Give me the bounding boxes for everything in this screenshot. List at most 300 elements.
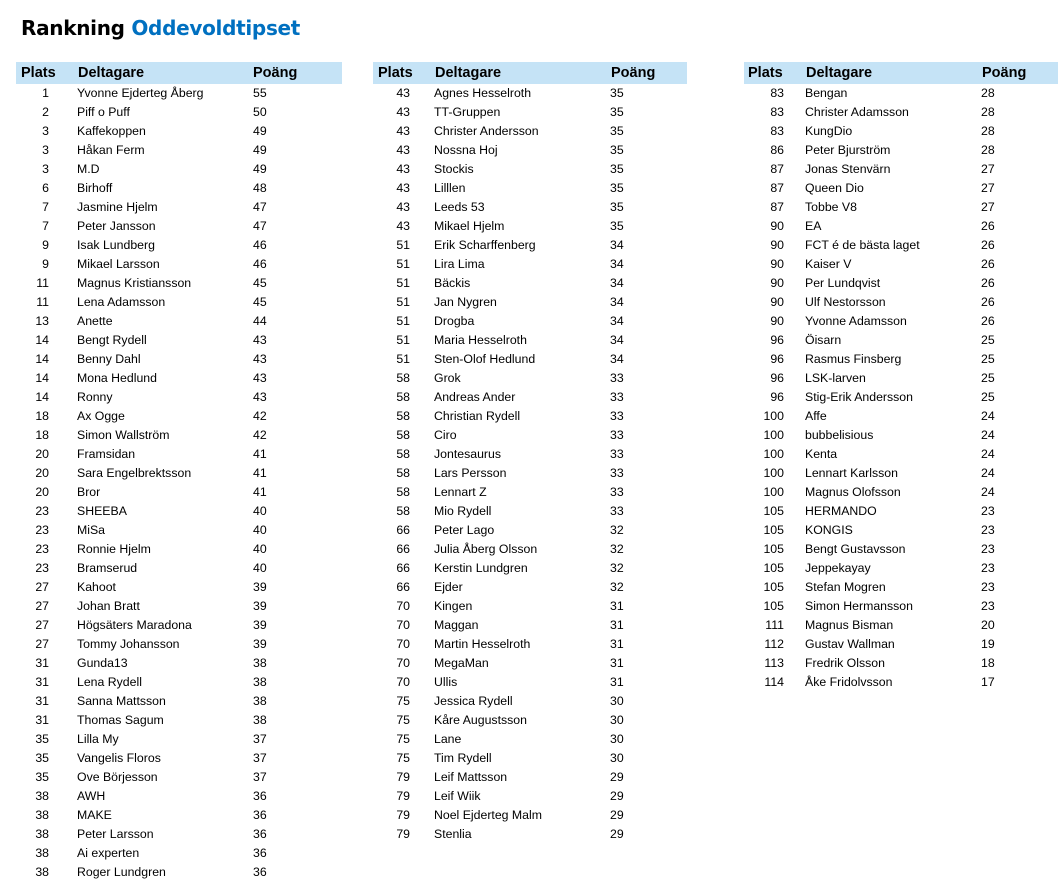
ranking-table-1 xyxy=(16,62,342,882)
cell-deltagare: Lennart Z xyxy=(434,485,487,499)
cell-deltagare: Vangelis Floros xyxy=(77,751,161,765)
cell-deltagare: Jeppekayay xyxy=(805,561,871,575)
cell-deltagare: Ulf Nestorsson xyxy=(805,295,886,309)
cell-deltagare: Kåre Augustsson xyxy=(434,713,527,727)
table-row xyxy=(373,749,687,768)
cell-poang: 30 xyxy=(610,694,624,708)
cell-plats: 43 xyxy=(396,200,410,214)
table-row xyxy=(16,521,342,540)
cell-plats: 100 xyxy=(763,466,784,480)
cell-deltagare: Gustav Wallman xyxy=(805,637,895,651)
cell-poang: 40 xyxy=(253,561,267,575)
cell-deltagare: AWH xyxy=(77,789,106,803)
table-row xyxy=(373,806,687,825)
cell-poang: 25 xyxy=(981,352,995,366)
cell-deltagare: Ejder xyxy=(434,580,463,594)
cell-poang: 23 xyxy=(981,542,995,556)
cell-deltagare: Peter Bjurström xyxy=(805,143,891,157)
cell-poang: 29 xyxy=(610,789,624,803)
cell-plats: 105 xyxy=(763,580,784,594)
table-row xyxy=(16,426,342,445)
cell-poang: 36 xyxy=(253,789,267,803)
cell-deltagare: Leif Wiik xyxy=(434,789,481,803)
table-row xyxy=(744,255,1058,274)
cell-plats: 83 xyxy=(770,86,784,100)
table-row xyxy=(744,540,1058,559)
cell-poang: 24 xyxy=(981,409,995,423)
cell-deltagare: MAKE xyxy=(77,808,112,822)
cell-plats: 23 xyxy=(35,561,49,575)
table-row xyxy=(16,331,342,350)
table-row xyxy=(373,179,687,198)
cell-plats: 96 xyxy=(770,333,784,347)
cell-poang: 39 xyxy=(253,637,267,651)
cell-deltagare: Peter Lago xyxy=(434,523,495,537)
cell-deltagare: Johan Bratt xyxy=(77,599,140,613)
table-row xyxy=(373,369,687,388)
table-row xyxy=(744,217,1058,236)
cell-deltagare: SHEEBA xyxy=(77,504,127,518)
cell-deltagare: Högsäters Maradona xyxy=(77,618,192,632)
cell-plats: 105 xyxy=(763,542,784,556)
cell-plats: 100 xyxy=(763,447,784,461)
cell-deltagare: Leeds 53 xyxy=(434,200,485,214)
cell-deltagare: Kerstin Lundgren xyxy=(434,561,528,575)
table-row xyxy=(373,255,687,274)
cell-poang: 35 xyxy=(610,86,624,100)
cell-plats: 90 xyxy=(770,276,784,290)
cell-plats: 70 xyxy=(396,599,410,613)
table-row xyxy=(16,255,342,274)
cell-plats: 3 xyxy=(42,143,49,157)
cell-deltagare: Sanna Mattsson xyxy=(77,694,166,708)
cell-poang: 34 xyxy=(610,238,624,252)
cell-plats: 35 xyxy=(35,732,49,746)
cell-deltagare: Ronny xyxy=(77,390,113,404)
table-header xyxy=(16,62,342,84)
cell-poang: 35 xyxy=(610,162,624,176)
table-row xyxy=(744,198,1058,217)
cell-poang: 24 xyxy=(981,485,995,499)
cell-deltagare: Leif Mattsson xyxy=(434,770,508,784)
cell-poang: 35 xyxy=(610,181,624,195)
cell-deltagare: Stefan Mogren xyxy=(805,580,886,594)
table-row xyxy=(373,768,687,787)
cell-poang: 26 xyxy=(981,219,995,233)
cell-plats: 14 xyxy=(35,390,49,404)
cell-plats: 27 xyxy=(35,637,49,651)
cell-poang: 41 xyxy=(253,466,267,480)
cell-deltagare: Rasmus Finsberg xyxy=(805,352,902,366)
table-row xyxy=(744,521,1058,540)
table-row xyxy=(373,730,687,749)
cell-plats: 75 xyxy=(396,732,410,746)
cell-plats: 90 xyxy=(770,295,784,309)
table-row xyxy=(16,274,342,293)
ranking-table-3 xyxy=(744,62,1058,692)
cell-plats: 35 xyxy=(35,751,49,765)
cell-deltagare: Bror xyxy=(77,485,101,499)
table-row xyxy=(744,160,1058,179)
table-row xyxy=(373,103,687,122)
cell-deltagare: Benny Dahl xyxy=(77,352,141,366)
cell-plats: 70 xyxy=(396,656,410,670)
cell-plats: 66 xyxy=(396,542,410,556)
table-row xyxy=(373,122,687,141)
cell-plats: 58 xyxy=(396,447,410,461)
cell-deltagare: Simon Wallström xyxy=(77,428,170,442)
cell-deltagare: MiSa xyxy=(77,523,106,537)
cell-plats: 20 xyxy=(35,466,49,480)
cell-deltagare: Isak Lundberg xyxy=(77,238,155,252)
table-row xyxy=(16,407,342,426)
title-prefix: Rankning xyxy=(21,16,125,40)
cell-plats: 51 xyxy=(396,295,410,309)
cell-plats: 100 xyxy=(763,428,784,442)
cell-deltagare: Bramserud xyxy=(77,561,138,575)
table-header xyxy=(373,62,687,84)
table-row xyxy=(373,445,687,464)
cell-plats: 58 xyxy=(396,466,410,480)
cell-deltagare: Bengt Gustavsson xyxy=(805,542,906,556)
cell-plats: 66 xyxy=(396,580,410,594)
cell-poang: 40 xyxy=(253,542,267,556)
cell-plats: 43 xyxy=(396,162,410,176)
cell-deltagare: Ax Ogge xyxy=(77,409,125,423)
cell-poang: 28 xyxy=(981,124,995,138)
cell-deltagare: Kahoot xyxy=(77,580,116,594)
cell-plats: 51 xyxy=(396,333,410,347)
cell-plats: 66 xyxy=(396,561,410,575)
cell-deltagare: Kenta xyxy=(805,447,838,461)
cell-plats: 90 xyxy=(770,257,784,271)
cell-plats: 114 xyxy=(764,675,784,689)
table-row xyxy=(744,141,1058,160)
cell-deltagare: Kaiser V xyxy=(805,257,852,271)
cell-deltagare: Jonas Stenvärn xyxy=(805,162,891,176)
cell-deltagare: Håkan Ferm xyxy=(77,143,145,157)
cell-plats: 75 xyxy=(396,694,410,708)
cell-plats: 79 xyxy=(396,808,410,822)
table-row xyxy=(373,312,687,331)
cell-poang: 44 xyxy=(253,314,267,328)
cell-poang: 50 xyxy=(253,105,267,119)
cell-deltagare: Drogba xyxy=(434,314,475,328)
cell-poang: 49 xyxy=(253,143,267,157)
cell-deltagare: EA xyxy=(805,219,822,233)
cell-deltagare: Anette xyxy=(77,314,113,328)
cell-poang: 49 xyxy=(253,162,267,176)
table-row xyxy=(744,103,1058,122)
cell-plats: 18 xyxy=(35,428,49,442)
table-row xyxy=(744,312,1058,331)
cell-poang: 35 xyxy=(610,143,624,157)
cell-plats: 79 xyxy=(396,789,410,803)
cell-plats: 31 xyxy=(35,713,49,727)
table-row xyxy=(16,293,342,312)
cell-deltagare: HERMANDO xyxy=(805,504,877,518)
cell-plats: 9 xyxy=(42,238,49,252)
cell-poang: 40 xyxy=(253,504,267,518)
cell-poang: 49 xyxy=(253,124,267,138)
cell-deltagare: Christer Andersson xyxy=(434,124,539,138)
cell-poang: 47 xyxy=(253,219,267,233)
cell-poang: 34 xyxy=(610,257,624,271)
table-row xyxy=(744,407,1058,426)
cell-plats: 105 xyxy=(763,504,784,518)
cell-poang: 42 xyxy=(253,428,267,442)
cell-poang: 28 xyxy=(981,105,995,119)
table-row xyxy=(744,293,1058,312)
cell-plats: 58 xyxy=(396,371,410,385)
table-header xyxy=(744,62,1058,84)
cell-plats: 27 xyxy=(35,580,49,594)
table-row xyxy=(373,84,687,103)
table-row xyxy=(744,388,1058,407)
cell-plats: 100 xyxy=(763,409,784,423)
cell-deltagare: Gunda13 xyxy=(77,656,128,670)
cell-poang: 28 xyxy=(981,143,995,157)
table-row xyxy=(373,426,687,445)
cell-deltagare: Jessica Rydell xyxy=(434,694,513,708)
cell-plats: 38 xyxy=(35,789,49,803)
cell-deltagare: Per Lundqvist xyxy=(805,276,881,290)
cell-plats: 105 xyxy=(763,561,784,575)
cell-poang: 26 xyxy=(981,238,995,252)
cell-plats: 43 xyxy=(396,219,410,233)
cell-poang: 25 xyxy=(981,333,995,347)
cell-poang: 45 xyxy=(253,276,267,290)
table-row xyxy=(16,84,342,103)
cell-deltagare: Maggan xyxy=(434,618,479,632)
cell-deltagare: Agnes Hesselroth xyxy=(434,86,532,100)
cell-poang: 33 xyxy=(610,428,624,442)
cell-poang: 37 xyxy=(253,770,267,784)
table-row xyxy=(16,635,342,654)
cell-poang: 29 xyxy=(610,827,624,841)
cell-plats: 87 xyxy=(770,200,784,214)
cell-poang: 40 xyxy=(253,523,267,537)
cell-deltagare: MegaMan xyxy=(434,656,489,670)
cell-deltagare: Stockis xyxy=(434,162,474,176)
cell-plats: 43 xyxy=(396,181,410,195)
cell-plats: 83 xyxy=(770,124,784,138)
table-row xyxy=(373,540,687,559)
table-row xyxy=(744,616,1058,635)
cell-poang: 26 xyxy=(981,276,995,290)
table-row xyxy=(373,483,687,502)
cell-plats: 75 xyxy=(396,751,410,765)
cell-poang: 26 xyxy=(981,295,995,309)
cell-poang: 46 xyxy=(253,238,267,252)
cell-poang: 24 xyxy=(981,466,995,480)
cell-poang: 34 xyxy=(610,333,624,347)
cell-deltagare: Julia Åberg Olsson xyxy=(434,542,538,556)
table-row xyxy=(16,502,342,521)
cell-plats: 51 xyxy=(396,314,410,328)
cell-deltagare: Lena Adamsson xyxy=(77,295,166,309)
cell-poang: 30 xyxy=(610,713,624,727)
cell-deltagare: Sara Engelbrektsson xyxy=(77,466,192,480)
cell-poang: 41 xyxy=(253,447,267,461)
cell-deltagare: Simon Hermansson xyxy=(805,599,913,613)
table-row xyxy=(373,217,687,236)
cell-poang: 48 xyxy=(253,181,267,195)
cell-poang: 39 xyxy=(253,599,267,613)
table-row xyxy=(744,502,1058,521)
cell-poang: 31 xyxy=(610,618,624,632)
cell-poang: 38 xyxy=(253,694,267,708)
cell-deltagare: Peter Larsson xyxy=(77,827,154,841)
cell-deltagare: Andreas Ander xyxy=(434,390,516,404)
cell-deltagare: Ullis xyxy=(434,675,458,689)
cell-poang: 25 xyxy=(981,390,995,404)
cell-plats: 112 xyxy=(764,637,784,651)
table-row xyxy=(16,464,342,483)
cell-poang: 38 xyxy=(253,675,267,689)
table-row xyxy=(744,236,1058,255)
cell-deltagare: Ronnie Hjelm xyxy=(77,542,151,556)
table-row xyxy=(16,312,342,331)
cell-deltagare: bubbelisious xyxy=(805,428,874,442)
table-row xyxy=(16,559,342,578)
cell-poang: 34 xyxy=(610,314,624,328)
title-accent: Oddevoldtipset xyxy=(131,16,301,40)
cell-deltagare: Roger Lundgren xyxy=(77,865,166,879)
cell-poang: 46 xyxy=(253,257,267,271)
table-row xyxy=(373,635,687,654)
table-row xyxy=(16,730,342,749)
table-row xyxy=(16,673,342,692)
cell-deltagare: Tommy Johansson xyxy=(77,637,180,651)
cell-poang: 30 xyxy=(610,732,624,746)
cell-deltagare: Bengan xyxy=(805,86,848,100)
header-poang: Poäng xyxy=(982,65,1027,81)
table-row xyxy=(744,350,1058,369)
table-row xyxy=(373,616,687,635)
cell-poang: 36 xyxy=(253,827,267,841)
table-row xyxy=(373,559,687,578)
table-row xyxy=(373,141,687,160)
cell-plats: 90 xyxy=(770,314,784,328)
cell-deltagare: LSK-larven xyxy=(805,371,866,385)
cell-deltagare: Mikael Hjelm xyxy=(434,219,505,233)
cell-deltagare: Öisarn xyxy=(805,333,842,347)
table-row xyxy=(744,597,1058,616)
cell-plats: 87 xyxy=(770,162,784,176)
cell-plats: 43 xyxy=(396,143,410,157)
table-row xyxy=(16,141,342,160)
table-row xyxy=(744,426,1058,445)
table-row xyxy=(373,464,687,483)
cell-poang: 27 xyxy=(981,181,995,195)
table-row xyxy=(744,559,1058,578)
cell-poang: 27 xyxy=(981,200,995,214)
cell-plats: 43 xyxy=(396,86,410,100)
cell-poang: 20 xyxy=(981,618,995,632)
cell-poang: 31 xyxy=(610,599,624,613)
cell-deltagare: Erik Scharffenberg xyxy=(434,238,536,252)
cell-poang: 17 xyxy=(981,675,995,689)
cell-deltagare: Lars Persson xyxy=(434,466,507,480)
header-plats: Plats xyxy=(748,65,783,81)
cell-plats: 83 xyxy=(770,105,784,119)
cell-deltagare: Mio Rydell xyxy=(434,504,492,518)
cell-poang: 23 xyxy=(981,504,995,518)
table-row xyxy=(16,863,342,882)
cell-plats: 70 xyxy=(396,675,410,689)
cell-poang: 37 xyxy=(253,751,267,765)
cell-poang: 19 xyxy=(981,637,995,651)
table-row xyxy=(16,388,342,407)
table-row xyxy=(744,179,1058,198)
table-row xyxy=(744,369,1058,388)
table-row xyxy=(16,787,342,806)
cell-plats: 38 xyxy=(35,827,49,841)
cell-poang: 41 xyxy=(253,485,267,499)
cell-poang: 35 xyxy=(610,124,624,138)
cell-plats: 58 xyxy=(396,390,410,404)
cell-deltagare: Magnus Bisman xyxy=(805,618,894,632)
cell-poang: 31 xyxy=(610,656,624,670)
cell-deltagare: Bäckis xyxy=(434,276,471,290)
cell-poang: 39 xyxy=(253,580,267,594)
cell-deltagare: Mona Hedlund xyxy=(77,371,157,385)
cell-plats: 70 xyxy=(396,618,410,632)
table-row xyxy=(16,540,342,559)
cell-plats: 18 xyxy=(35,409,49,423)
cell-plats: 3 xyxy=(42,162,49,176)
cell-deltagare: Noel Ejderteg Malm xyxy=(434,808,542,822)
cell-plats: 90 xyxy=(770,219,784,233)
cell-poang: 34 xyxy=(610,276,624,290)
table-row xyxy=(744,483,1058,502)
table-row xyxy=(16,711,342,730)
cell-plats: 113 xyxy=(764,656,784,670)
table-row xyxy=(16,236,342,255)
cell-poang: 18 xyxy=(981,656,995,670)
cell-deltagare: KungDio xyxy=(805,124,853,138)
table-row xyxy=(16,578,342,597)
cell-deltagare: Peter Jansson xyxy=(77,219,156,233)
cell-poang: 31 xyxy=(610,637,624,651)
cell-deltagare: Jan Nygren xyxy=(434,295,497,309)
cell-poang: 36 xyxy=(253,808,267,822)
table-row xyxy=(373,673,687,692)
table-row xyxy=(373,274,687,293)
table-row xyxy=(373,293,687,312)
cell-plats: 58 xyxy=(396,428,410,442)
cell-plats: 31 xyxy=(35,675,49,689)
cell-plats: 86 xyxy=(770,143,784,157)
cell-poang: 35 xyxy=(610,105,624,119)
cell-poang: 24 xyxy=(981,447,995,461)
cell-poang: 24 xyxy=(981,428,995,442)
table-row xyxy=(373,825,687,844)
cell-plats: 23 xyxy=(35,523,49,537)
table-row xyxy=(744,635,1058,654)
cell-plats: 105 xyxy=(763,523,784,537)
cell-deltagare: Grok xyxy=(434,371,461,385)
cell-deltagare: Ai experten xyxy=(77,846,140,860)
cell-poang: 43 xyxy=(253,333,267,347)
cell-plats: 70 xyxy=(396,637,410,651)
cell-deltagare: Tobbe V8 xyxy=(805,200,857,214)
cell-poang: 29 xyxy=(610,770,624,784)
table-row xyxy=(373,331,687,350)
cell-deltagare: Lennart Karlsson xyxy=(805,466,898,480)
cell-plats: 105 xyxy=(763,599,784,613)
